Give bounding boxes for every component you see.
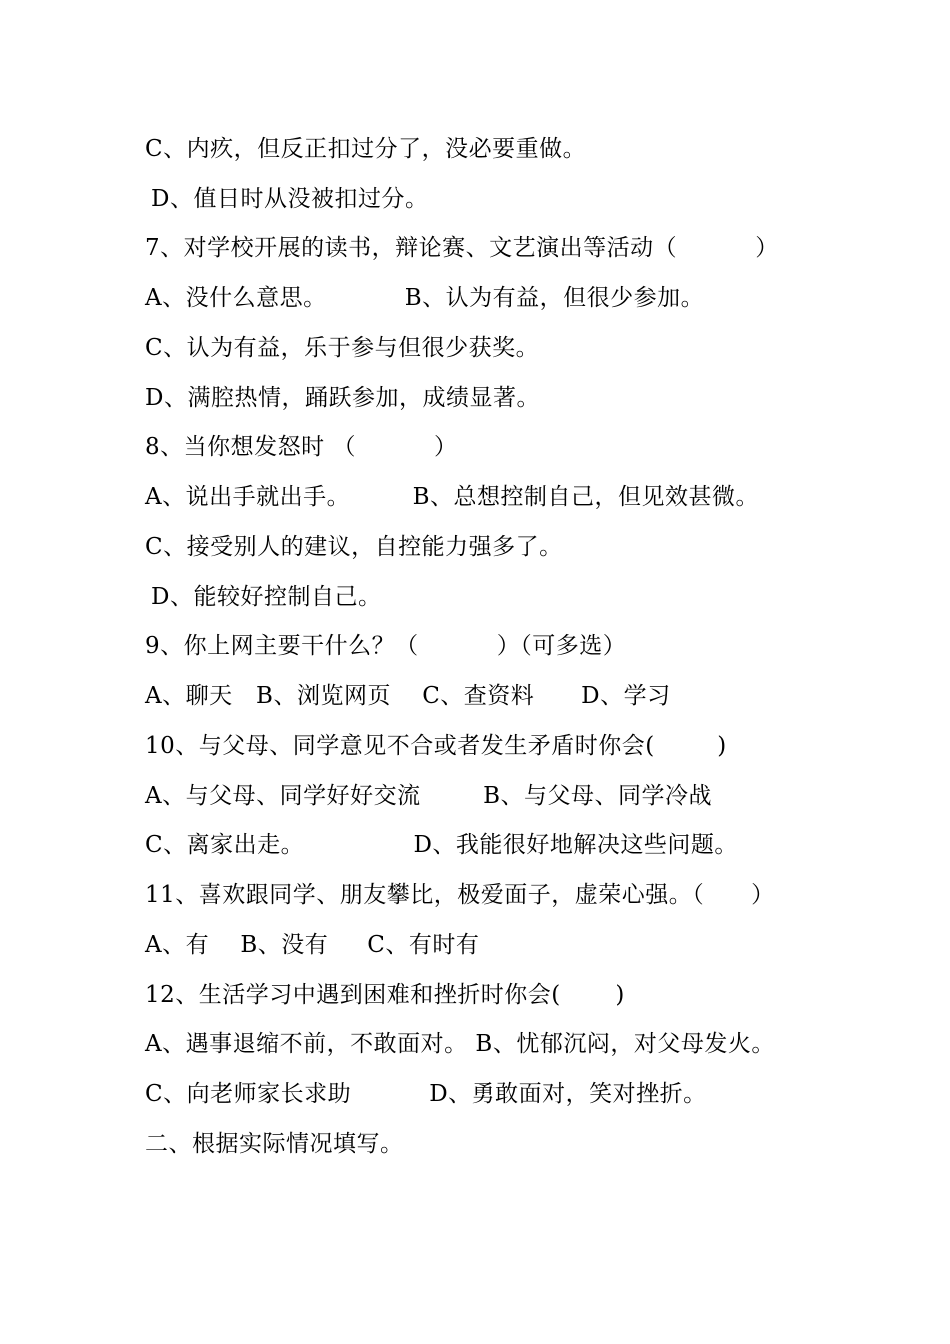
question-9: 9、你上网主要干什么？（ ）（可多选） [145, 633, 627, 659]
question-12-options-cd: C、向老师家长求助 D、勇敢面对，笑对挫折。 [145, 1081, 707, 1107]
question-7: 7、对学校开展的读书，辩论赛、文艺演出等活动（ ） [145, 235, 779, 261]
question-10-options-cd: C、离家出走。 D、我能很好地解决这些问题。 [145, 832, 738, 858]
question-11: 11、喜欢跟同学、朋友攀比，极爱面子，虚荣心强。（ ） [145, 882, 775, 908]
question-10-options-ab: A、与父母、同学好好交流 B、与父母、同学冷战 [145, 783, 712, 809]
question-7-option-d: D、满腔热情，踊跃参加，成绩显著。 [145, 385, 540, 411]
question-9-options: A、聊天 B、浏览网页 C、查资料 D、学习 [145, 683, 671, 709]
question-10: 10、与父母、同学意见不合或者发生矛盾时你会( ) [145, 733, 727, 759]
question-6-option-c: C、内疚，但反正扣过分了，没必要重做。 [145, 136, 587, 162]
question-8-option-d: D、能较好控制自己。 [151, 584, 382, 610]
question-8: 8、当你想发怒时 （ ） [145, 434, 458, 460]
question-8-options-ab: A、说出手就出手。 B、总想控制自己，但见效甚微。 [145, 484, 759, 510]
question-8-option-c: C、接受别人的建议，自控能力强多了。 [145, 534, 563, 560]
question-7-options-ab: A、没什么意思。 B、认为有益，但很少参加。 [145, 285, 705, 311]
question-12-options-ab: A、遇事退缩不前，不敢面对。 B、忧郁沉闷，对父母发火。 [145, 1031, 775, 1057]
question-7-option-c: C、认为有益，乐于参与但很少获奖。 [145, 335, 540, 361]
section-2-heading: 二、根据实际情况填写。 [145, 1131, 404, 1157]
question-12: 12、生活学习中遇到困难和挫折时你会( ) [145, 982, 625, 1008]
question-11-options: A、有 B、没有 C、有时有 [145, 932, 480, 958]
question-6-option-d: D、值日时从没被扣过分。 [151, 186, 429, 212]
